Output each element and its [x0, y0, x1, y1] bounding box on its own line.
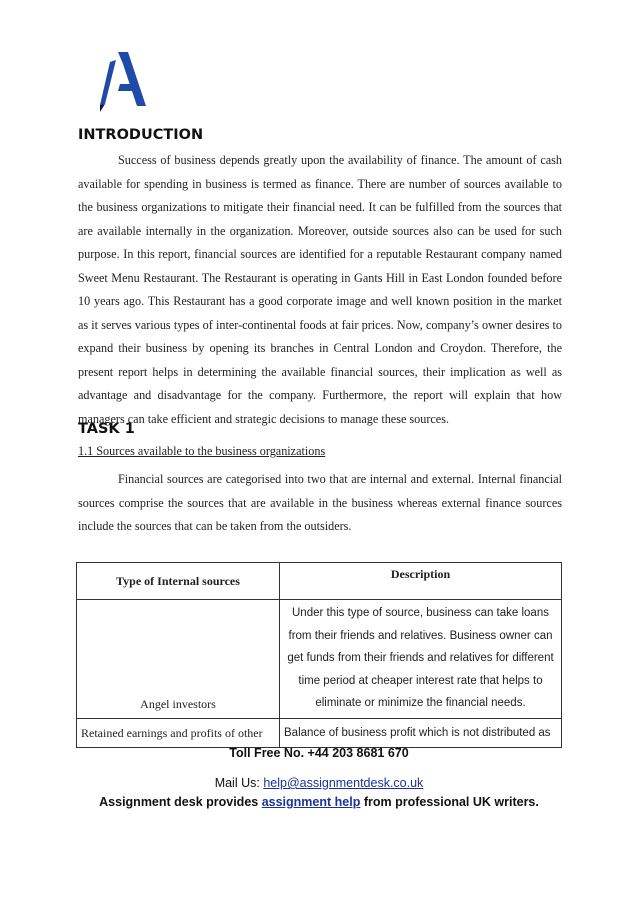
footer-toll-free: Toll Free No. +44 203 8681 670	[229, 746, 409, 760]
task1-paragraph: Financial sources are categorised into two that are internal and external. Internal financial sources comprise the sources that are available in the business whereas external finance sources include the sources that can be taken from the outsiders.	[78, 472, 562, 533]
footer-tagline-prefix: Assignment desk provides	[99, 795, 262, 809]
table-header-type: Type of Internal sources	[77, 563, 280, 600]
footer-tagline	[0, 795, 638, 809]
task1-subheading: 1.1 Sources available to the business organizations	[78, 444, 326, 458]
footer-mail-link[interactable]: help@assignmentdesk.co.uk	[263, 776, 424, 790]
table-row	[77, 719, 562, 748]
table-cell-type: Retained earnings and profits of other	[77, 719, 280, 748]
task1-heading: TASK 1	[78, 421, 135, 437]
assignment-help-link[interactable]: assignment help	[261, 795, 361, 809]
table-header-description: Description	[280, 563, 562, 600]
footer-mail-line	[0, 776, 638, 790]
internal-sources-table	[76, 562, 562, 748]
table-header-row	[77, 563, 562, 600]
introduction-paragraph: Success of business depends greatly upon the availability of finance. The amount of cash available for spending in business is termed as finance. There are number of sources available to the business organizations to mitigate their financial need. It can be fulfilled from the sources that are available internally in the organization. Moreover, outside sources also can be used for such purpose. In this report, financial sources are identified for a reputable Restaurant company named Sweet Menu Restaurant. The Restaurant is operating in Gants Hill in East London founded before 10 years ago. This Restaurant has a good corporate image and well known position in the market as it serves various types of inter-continental foods at fair prices. Now, company’s owner desires to expand their business by opening its branches in Central London and Croydon. Therefore, the present report helps in determining the available financial sources, their implication as well as advantage and disadvantage for the company. Furthermore, the report will explain that how managers can take efficient and strategic decisions to manage these sources.	[78, 153, 562, 426]
table-cell-description: Under this type of source, business can take loans from their friends and relatives. Business owner can get funds from their friends and relatives for different time period at cheaper interest rate that helps to eliminate or minimize the financial needs.	[280, 600, 562, 719]
table-row	[77, 600, 562, 719]
footer-tagline-suffix: from professional UK writers.	[360, 795, 539, 809]
table-cell-description: Balance of business profit which is not distributed as	[280, 719, 562, 748]
introduction-heading: INTRODUCTION	[78, 127, 204, 143]
assignment-desk-logo-icon	[96, 48, 148, 114]
footer-mail-label: Mail Us:	[214, 776, 264, 790]
table-cell-type: Angel investors	[77, 600, 280, 719]
